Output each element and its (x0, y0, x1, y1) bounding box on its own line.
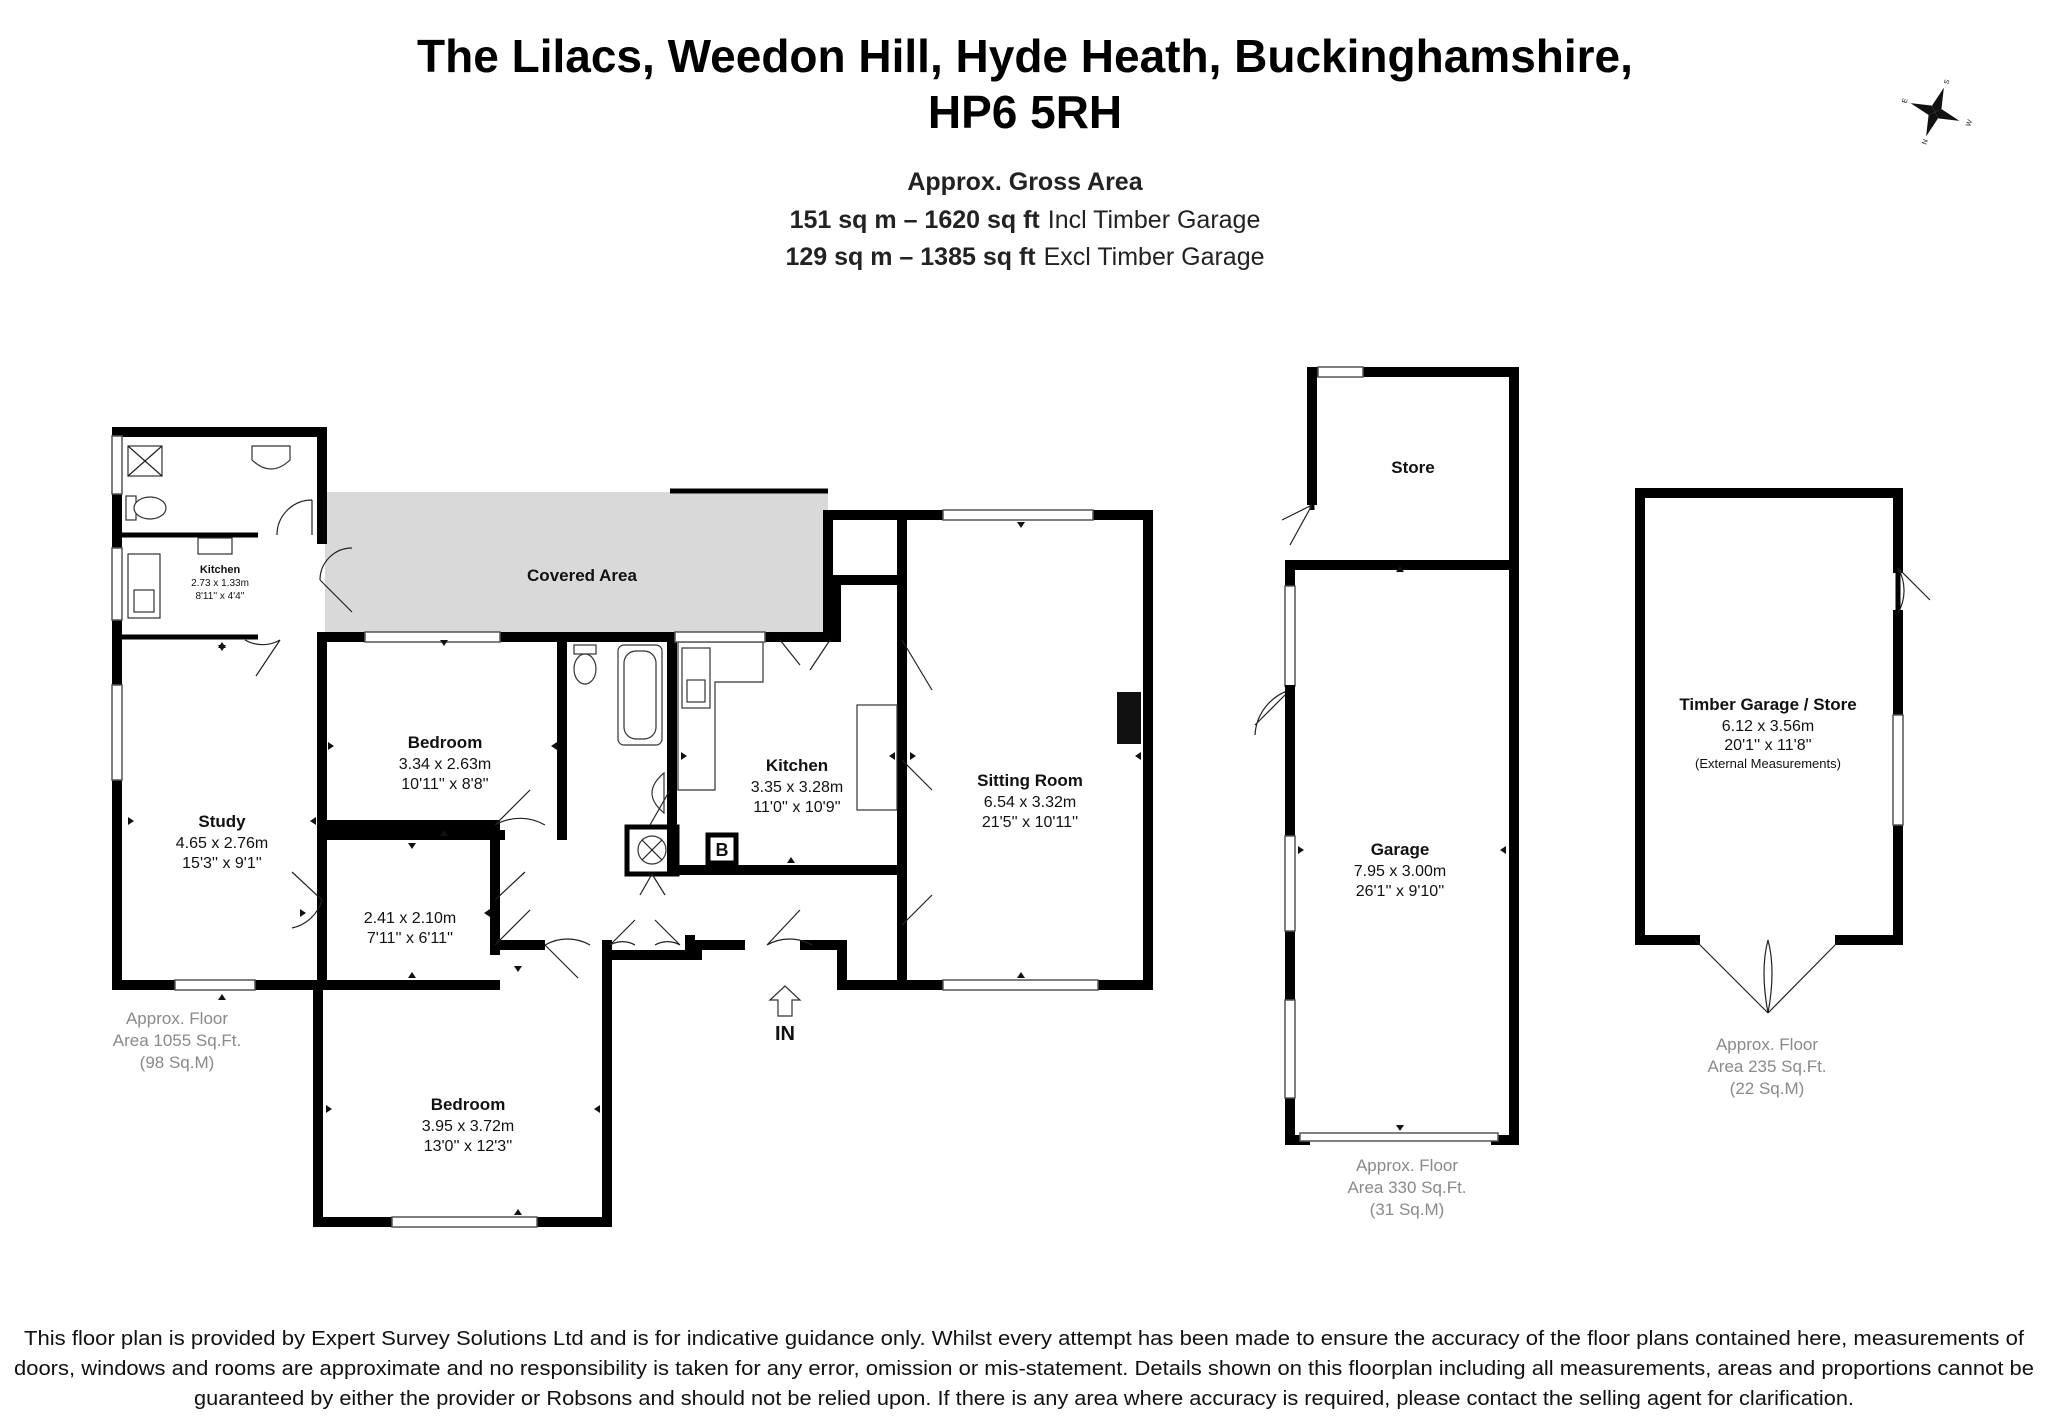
covered-area (325, 492, 828, 632)
gross-area-excl-label: Excl Timber Garage (1043, 243, 1265, 271)
kitchen-imperial: 11'0'' x 10'9'' (753, 799, 841, 816)
compass-s: S (1943, 78, 1952, 86)
window (392, 1217, 537, 1227)
gross-area-incl (790, 206, 1261, 234)
bedroom1-label: Bedroom (407, 733, 483, 752)
hall-room-metric: 2.41 x 2.10m (363, 910, 457, 927)
disclaimer-line1: This floor plan is provided by Expert Survey Solutions Ltd and is for indicative guidance only. Whilst every attempt has been made to ensure the accuracy of the floor plans contained here, measurements of (24, 1328, 2025, 1350)
floor-area-main-line3: (98 Sq.M) (139, 1053, 215, 1072)
timber-garage-note: (External Measurements) (1695, 756, 1841, 771)
window (1300, 1133, 1498, 1141)
disclaimer (14, 1328, 2034, 1410)
property-title-line1: The Lilacs, Weedon Hill, Hyde Heath, Buckinghamshire, (417, 30, 1633, 82)
window (1318, 367, 1363, 377)
floor-area-garage (1347, 1156, 1466, 1219)
floor-area-timber (1707, 1035, 1826, 1098)
study-imperial: 15'3'' x 9'1'' (182, 855, 262, 872)
hall-room-imperial: 7'11'' x 6'11'' (366, 930, 454, 947)
gross-area-heading: Approx. Gross Area (907, 168, 1143, 196)
window (1893, 715, 1903, 825)
window (112, 548, 122, 620)
timber-garage (1640, 493, 1930, 1013)
garage-metric: 7.95 x 3.00m (1353, 863, 1447, 880)
window (943, 510, 1093, 520)
bedroom2-imperial: 13'0'' x 12'3'' (423, 1138, 513, 1155)
gross-area-excl (785, 243, 1264, 271)
bedroom2-metric: 3.95 x 3.72m (421, 1118, 515, 1135)
garage-building (1255, 367, 1514, 1141)
property-title-line2: HP6 5RH (927, 86, 1123, 138)
floor-area-timber-line1: Approx. Floor (1715, 1035, 1819, 1054)
window (112, 436, 122, 494)
bedroom1-imperial: 10'11'' x 8'8'' (401, 776, 489, 793)
floor-area-garage-line3: (31 Sq.M) (1369, 1200, 1445, 1219)
timber-garage-label: Timber Garage / Store (1679, 695, 1857, 714)
study-label: Study (198, 812, 246, 831)
store-label: Store (1391, 458, 1435, 477)
floor-area-garage-line1: Approx. Floor (1355, 1156, 1459, 1175)
kitchen-label: Kitchen (765, 756, 829, 775)
bedroom2-label: Bedroom (430, 1095, 506, 1114)
compass-icon (1890, 67, 1984, 157)
covered-area-label: Covered Area (527, 566, 637, 585)
floor-area-timber-line3: (22 Sq.M) (1729, 1079, 1805, 1098)
entrance-arrow-icon (770, 986, 800, 1016)
utility-kitchen-metric: 2.73 x 1.33m (191, 578, 249, 589)
window (943, 980, 1098, 990)
entrance-label: IN (775, 1023, 795, 1045)
garage-label: Garage (1370, 840, 1430, 859)
sitting-room-metric: 6.54 x 3.32m (983, 794, 1077, 811)
window (175, 980, 255, 990)
study-metric: 4.65 x 2.76m (175, 835, 269, 852)
compass-e: E (1901, 97, 1910, 105)
window (1285, 1000, 1295, 1098)
timber-garage-imperial: 20'1'' x 11'8'' (1724, 737, 1812, 754)
sitting-room-imperial: 21'5'' x 10'11'' (981, 814, 1079, 831)
floor-area-garage-line2: Area 330 Sq.Ft. (1347, 1178, 1467, 1197)
window (1285, 586, 1295, 686)
compass-w: W (1965, 118, 1975, 128)
main-house (112, 432, 1148, 1227)
fireplace (1117, 692, 1141, 744)
sitting-room-label: Sitting Room (977, 771, 1083, 790)
garage-imperial: 26'1'' x 9'10'' (1355, 883, 1445, 900)
floor-area-main-line1: Approx. Floor (125, 1009, 229, 1028)
gross-area-excl-value: 129 sq m – 1385 sq ft (785, 243, 1036, 271)
window (1285, 836, 1295, 931)
kitchen-metric: 3.35 x 3.28m (750, 779, 844, 796)
floor-area-main-line2: Area 1055 Sq.Ft. (112, 1031, 242, 1050)
floor-area-timber-line2: Area 235 Sq.Ft. (1707, 1057, 1827, 1076)
utility-kitchen-imperial: 8'11'' x 4'4'' (195, 591, 245, 602)
gross-area-incl-value: 151 sq m – 1620 sq ft (789, 206, 1040, 234)
timber-garage-metric: 6.12 x 3.56m (1721, 718, 1815, 735)
window (365, 632, 500, 642)
floor-area-main (113, 1009, 242, 1072)
disclaimer-line3: guaranteed by either the provider or Robsons and should not be relied upon. If there is any area where accuracy is required, please contact the selling agent for clarification. (194, 1388, 1854, 1410)
disclaimer-line2: doors, windows and rooms are approximate and no responsibility is taken for any error, omission or mis-statement. Details shown on this floorplan including all measurements, areas and proportions cannot be (14, 1358, 2034, 1380)
window (675, 632, 765, 642)
window (112, 685, 122, 780)
bedroom1-metric: 3.34 x 2.63m (398, 756, 492, 773)
utility-kitchen-label: Kitchen (199, 564, 241, 576)
gross-area-incl-label: Incl Timber Garage (1047, 206, 1261, 234)
compass-n: N (1921, 138, 1930, 146)
boiler-label: B (715, 840, 729, 860)
